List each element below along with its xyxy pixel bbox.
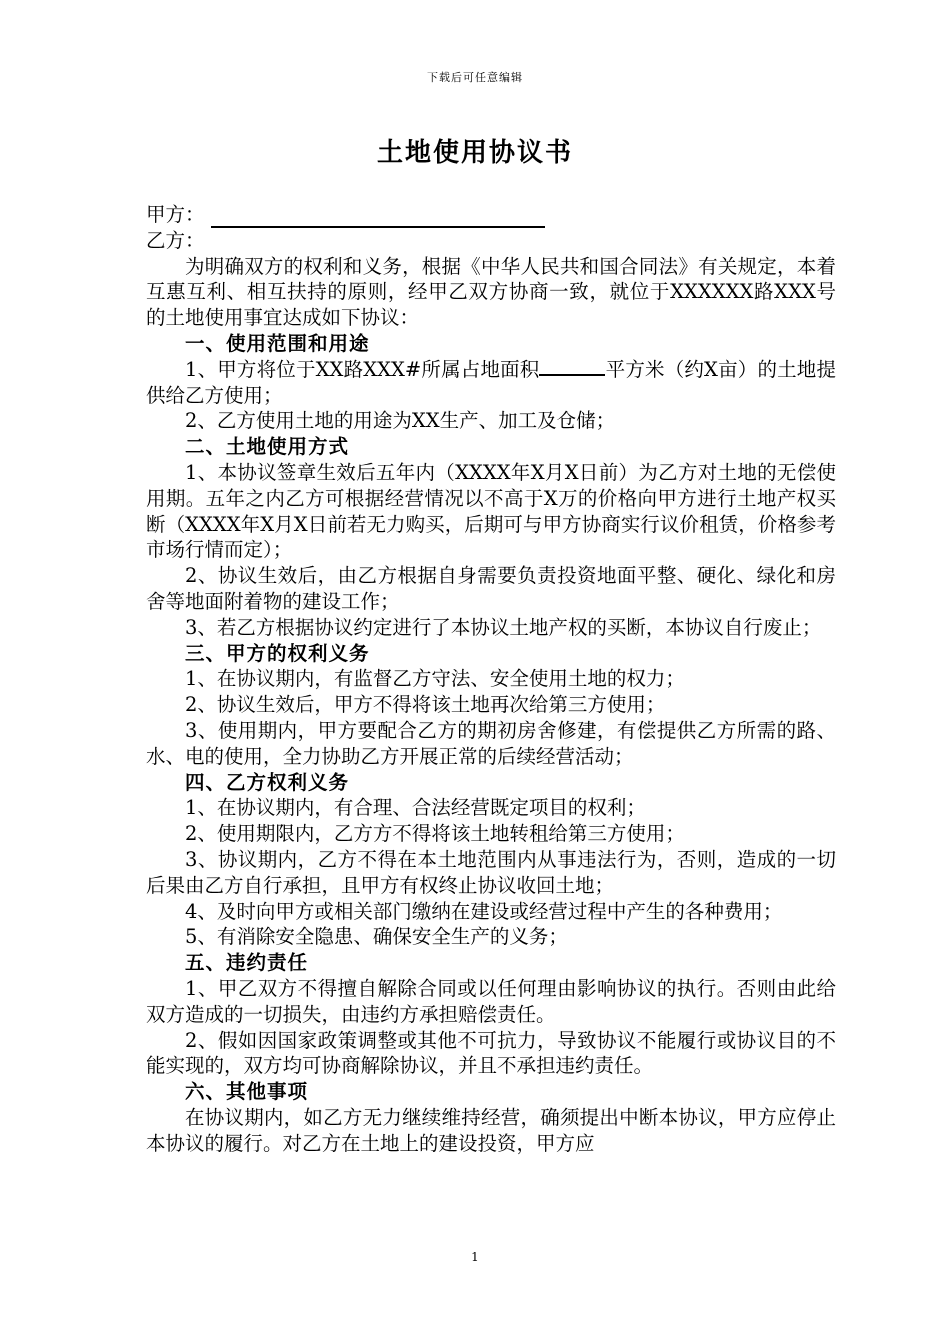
party-a-line bbox=[146, 202, 836, 228]
section-4-item-2: 2、使用期限内，乙方方不得将该土地转租给第三方使用； bbox=[185, 822, 685, 846]
section-4-item-3: 3、协议期内，乙方不得在本土地范围内从事违法行为，否则，造成的一切后果由乙方自行承担，且甲方有权终止协议收回土地； bbox=[146, 847, 836, 897]
section-2-item-1: 1、本协议签章生效后五年内（XXXX年X月X日前）为乙方对土地的无偿使用期。五年之内乙方可根据经营情况以不高于X万的价格向甲方进行土地产权买断（XXXX年X月X日前若无力购买，后期可与甲方协商实行议价租赁，价格参考市场行情而定）； bbox=[146, 460, 836, 562]
party-a-label: 甲方： bbox=[146, 203, 205, 226]
section-3-item-3: 3、使用期内，甲方要配合乙方的期初房舍修建，有偿提供乙方所需的路、水、电的使用，全力协助乙方开展正常的后续经营活动； bbox=[146, 718, 836, 768]
section-1-item-2: 2、乙方使用土地的用途为XX生产、加工及仓储； bbox=[185, 409, 616, 433]
section-4-item-1: 1、在协议期内，有合理、合法经营既定项目的权利； bbox=[185, 796, 646, 820]
section-6-heading: 六、其他事项 bbox=[185, 1080, 309, 1104]
section-1-item-1: 1、甲方将位于XX路XXX#所属占地面积 平方米（约X亩）的土地提供给乙方使用； bbox=[146, 357, 836, 407]
section-5-item-2: 2、假如因国家政策调整或其他不可抗力，导致协议不能履行或协议目的不能实现的，双方均可协商解除协议，并且不承担违约责任。 bbox=[146, 1028, 836, 1078]
section-2-heading: 二、土地使用方式 bbox=[185, 435, 350, 459]
party-b-line bbox=[146, 228, 836, 254]
document-title: 土地使用协议书 bbox=[376, 138, 573, 168]
section-6-paragraph-1: 在协议期内，如乙方无力继续维持经营，确须提出中断本协议，甲方应停止本协议的履行。对乙方在土地上的建设投资，甲方应 bbox=[146, 1105, 836, 1155]
section-5-heading: 五、违约责任 bbox=[185, 951, 309, 975]
header-note: 下载后可任意编辑 bbox=[427, 71, 523, 84]
section-3-heading: 三、甲方的权利义务 bbox=[185, 641, 370, 665]
intro-paragraph: 为明确双方的权利和义务，根据《中华人民共和国合同法》有关规定，本着互惠互利、相互扶持的原则，经甲乙双方协商一致，就位于XXXXXX路XXX号的土地使用事宜达成如下协议： bbox=[146, 254, 836, 330]
section-2-item-2: 2、协议生效后，由乙方根据自身需要负责投资地面平整、硬化、绿化和房舍等地面附着物的建设工作； bbox=[146, 564, 836, 613]
section-5-item-1: 1、甲乙双方不得擅自解除合同或以任何理由影响协议的执行。否则由此给双方造成的一切损失，由违约方承担赔偿责任。 bbox=[146, 976, 836, 1026]
section-1-heading: 一、使用范围和用途 bbox=[185, 331, 370, 355]
party-b-label: 乙方： bbox=[146, 228, 205, 252]
section-3-item-1: 1、在协议期内，有监督乙方守法、安全使用土地的权力； bbox=[185, 667, 685, 691]
section-4-heading: 四、乙方权利义务 bbox=[185, 770, 350, 794]
document-body bbox=[146, 202, 836, 1156]
area-blank bbox=[539, 358, 605, 376]
section-4-item-4: 4、及时向甲方或相关部门缴纳在建设或经营过程中产生的各种费用； bbox=[185, 899, 783, 923]
page-number: 1 bbox=[471, 1250, 479, 1264]
section-3-item-2: 2、协议生效后，甲方不得将该土地再次给第三方使用； bbox=[185, 693, 666, 717]
section-2-item-3: 3、若乙方根据协议约定进行了本协议土地产权的买断，本协议自行废止； bbox=[185, 615, 822, 639]
section-4-item-5: 5、有消除安全隐患、确保安全生产的义务； bbox=[185, 925, 568, 949]
party-a-blank bbox=[211, 208, 545, 228]
